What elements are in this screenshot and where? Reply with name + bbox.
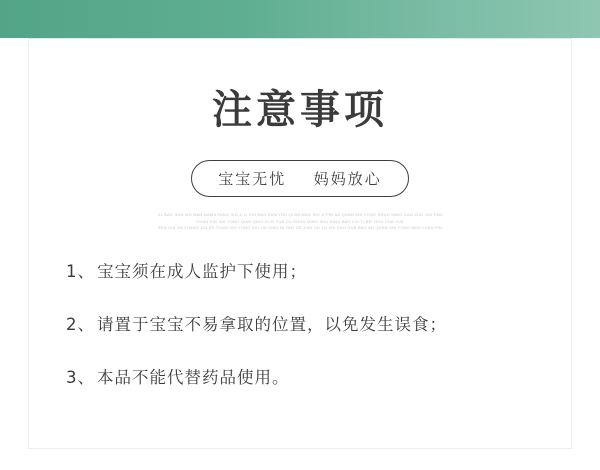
- subtitle-pill-wrapper: [0, 160, 600, 197]
- notes-list: [66, 258, 546, 417]
- list-item-text: 本品不能代替药品使用。: [97, 368, 290, 387]
- page-title: 注意事项: [212, 87, 388, 133]
- list-item-text: 宝宝须在成人监护下使用；: [97, 262, 307, 281]
- divider-top: [28, 38, 572, 39]
- list-item: [66, 258, 546, 282]
- list-item-index: 1、: [66, 262, 95, 281]
- list-item: [66, 364, 546, 388]
- microtext-block: [0, 212, 600, 232]
- subtitle-right-text: 妈妈放心: [313, 170, 382, 188]
- subtitle-pill: [191, 160, 409, 197]
- list-item-index: 2、: [66, 315, 95, 334]
- list-item-index: 3、: [66, 368, 95, 387]
- top-green-band: [0, 0, 600, 38]
- list-item-text: 请置于宝宝不易拿取的位置，以免发生误食；: [97, 315, 447, 334]
- microtext-line-2: CHAN PIN SHI YONG QIAN QING ZI XI YUE DU SHUO MING SHU BING BAO LIU YI BEI HOU CHA YUE: [196, 218, 404, 224]
- subtitle-left-text: 宝宝无忧: [218, 170, 287, 188]
- microtext-line-3: REN SHI JIA ZHANG ZAI ER TONG SHI YONG SHI JIN XING BI YAO DE JIAN HU YU ZHI DAO QUE BAO AN QUAN SHI YONG BEN CHAN PIN: [157, 225, 443, 230]
- divider-bottom: [28, 448, 572, 449]
- microtext-line-1: XL BAO XUN WU NAN MAMA FANG XIN JI LI ZHI BAO XUN YOU QI AN MAO SHI JI PIN AN QUAN SHI YONG SHUO MING CAO ZUO GUI FAN: [157, 212, 443, 217]
- list-item: [66, 311, 546, 335]
